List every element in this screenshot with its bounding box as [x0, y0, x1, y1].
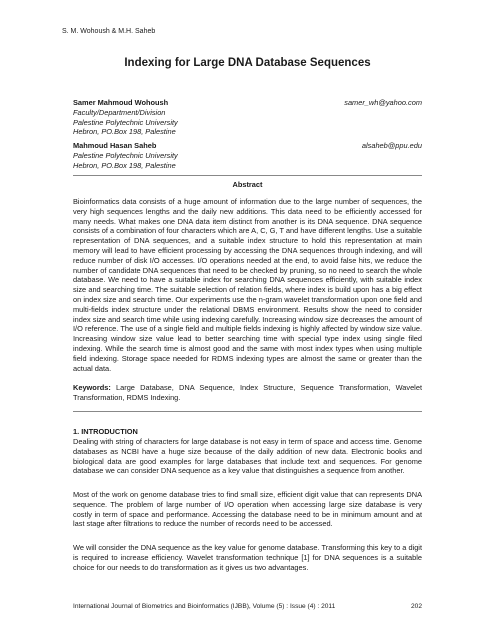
abstract-text: Bioinformatics data consists of a huge amount of information due to the large number of sequences, the very high sequences lengths and the daily new additions. This data need to be efficiently accessed for many needs. What makes one DNA data item distinct from another is its DNA sequence. DNA sequence consists of a combination of four characters which are A, C, G, T and have different lengths. Use a suitable representation of DNA sequences, and a suitable index structure to hold this representation at main memory will lead to have efficient processing by accessing the DNA sequences through indexing, and will reduce number of disk I/O accesses. I/O operations needed at the end, to avoid false hits, we reduce the number of candidate DNA sequences that need to be checked by pruning, so no need to search the whole database. We need to have a suitable index for searching DNA sequences efficiently, with suitable index size and searching time. The suitable selection of relation fields, where index is build upon has a big effect on index size and search time. Our experiments use the n-gram wavelet transformation upon one field and multi-fields index structure under the relational DBMS environment. Results show the need to consider index size and search time while using indexing carefully. Increasing window size decreases the amount of I/O reference. The use of a single field and multiple fields indexing is highly affected by window size value. Increasing window size value lead to better searching time with special type index using single filed indexing. While the search time is almost good and the same with most index types when using multiple field indexing. Storage space needed for RDMS indexing types are almost the same or greater than the actual data. [73, 197, 422, 373]
paper-title: Indexing for Large DNA Database Sequences [124, 57, 371, 69]
author-affiliation-line: Palestine Polytechnic University [73, 117, 178, 127]
body-paragraph: We will consider the DNA sequence as the key value for genome database. Transforming this key to a digit is required to increase efficiency. Wavelet transformation technique [1] for DNA sequences is a suitable choice for our needs to do transformation as it gives us two advantages. [73, 543, 422, 572]
journal-citation: International Journal of Biometrics and Bioinformatics (IJBB), Volume (5) : Issue (4) : 2011 [73, 603, 336, 610]
author-name: Mahmoud Hasan Saheb [73, 141, 157, 150]
divider-rule [73, 411, 422, 412]
author-affiliation-line: Hebron, PO.Box 198, Palestine [73, 127, 176, 137]
author-block-2 [73, 141, 422, 170]
body-paragraph: Most of the work on genome database tries to find small size, efficient digit value that can represents DNA sequence. The problem of large number of I/O operation when accessing large size database is very costly in term of space and performance. Accessing the database need to be in minimum amount and at last stage after filtrations to reduce the number of records need to be accessed. [73, 490, 422, 529]
keywords-text: Large Database, DNA Sequence, Index Structure, Sequence Transformation, Wavelet Transformation, RDMS Indexing. [73, 383, 422, 402]
author-affiliation-line: Faculty/Department/Division [73, 107, 166, 117]
author-block-1 [73, 98, 422, 137]
author-name: Samer Mahmoud Wohoush [73, 98, 169, 107]
author-affiliation-line: Hebron, PO.Box 198, Palestine [73, 160, 176, 170]
page-number: 202 [410, 603, 422, 610]
page-footer [73, 603, 422, 610]
keywords-label: Keywords: [73, 383, 111, 392]
divider-rule [73, 175, 422, 176]
body-paragraph: Dealing with string of characters for large database is not easy in term of space and access time. Genome databases as NCBI have a huge size because of the daily addition of new data. Electronic books and biological data are good examples for large databases that include text and sequences. For genome database we can consider DNA sequence as a key value that distinguishes a sequence from another. [73, 437, 422, 476]
running-head: S. M. Wohoush & M.H. Saheb [62, 28, 156, 35]
abstract-heading: Abstract [232, 180, 263, 189]
keywords-paragraph [73, 383, 422, 403]
author-email[interactable]: alsaheb@ppu.edu [361, 141, 422, 150]
author-email[interactable]: samer_wh@yahoo.com [344, 98, 422, 107]
section-heading: 1. INTRODUCTION [73, 427, 138, 436]
author-affiliation-line: Palestine Polytechnic University [73, 150, 178, 160]
